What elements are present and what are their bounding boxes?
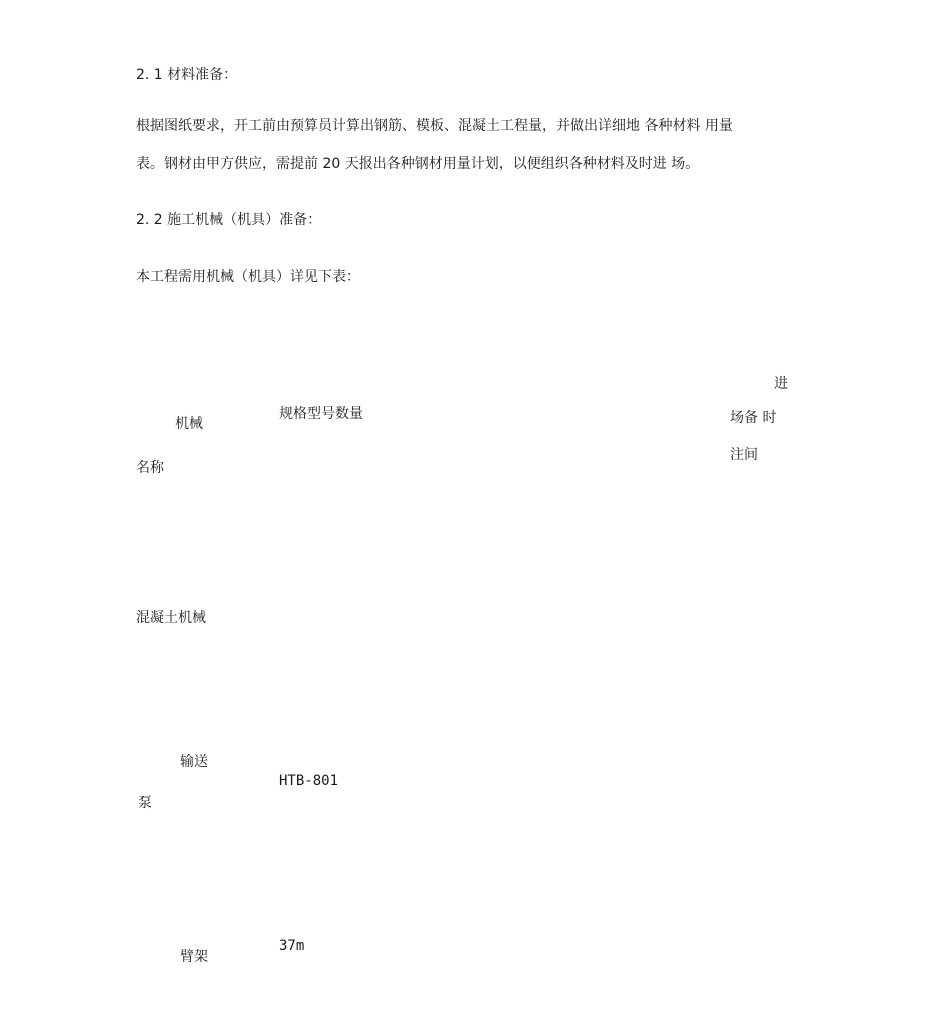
header-name-part2: 名称 (136, 460, 164, 476)
section-2-2-intro: 本工程需用机械（机具）详见下表： (136, 269, 360, 285)
row-name-part1: 输送 (180, 754, 208, 770)
row-spec: 37m (279, 938, 305, 954)
header-spec-qty: 规格型号数量 (279, 406, 363, 422)
paragraph-line-2: 表。钢材由甲方供应，需提前 20 天报出各种钢材用量计划，以便组织各种材料及时进 场。 (136, 156, 700, 172)
header-entry-line3: 注间 (730, 447, 758, 463)
table-category: 混凝土机械 (136, 610, 206, 626)
section-2-2-heading: 2. 2 施工机械（机具）准备： (136, 212, 322, 228)
paragraph-line-1: 根据图纸要求，开工前由预算员计算出钢筋、模板、混凝土工程量，并做出详细地 各种材料 用量 (136, 118, 733, 134)
header-name-part1: 机械 (175, 416, 203, 432)
section-2-1-heading: 2. 1 材料准备： (136, 67, 238, 83)
header-entry-line2: 场备 时 (730, 410, 777, 426)
row-spec: HTB-801 (279, 773, 339, 789)
row-name-part1: 臂架 (180, 949, 208, 965)
row-name-part2: 泵 (138, 795, 152, 811)
header-entry-char: 进 (774, 376, 788, 392)
